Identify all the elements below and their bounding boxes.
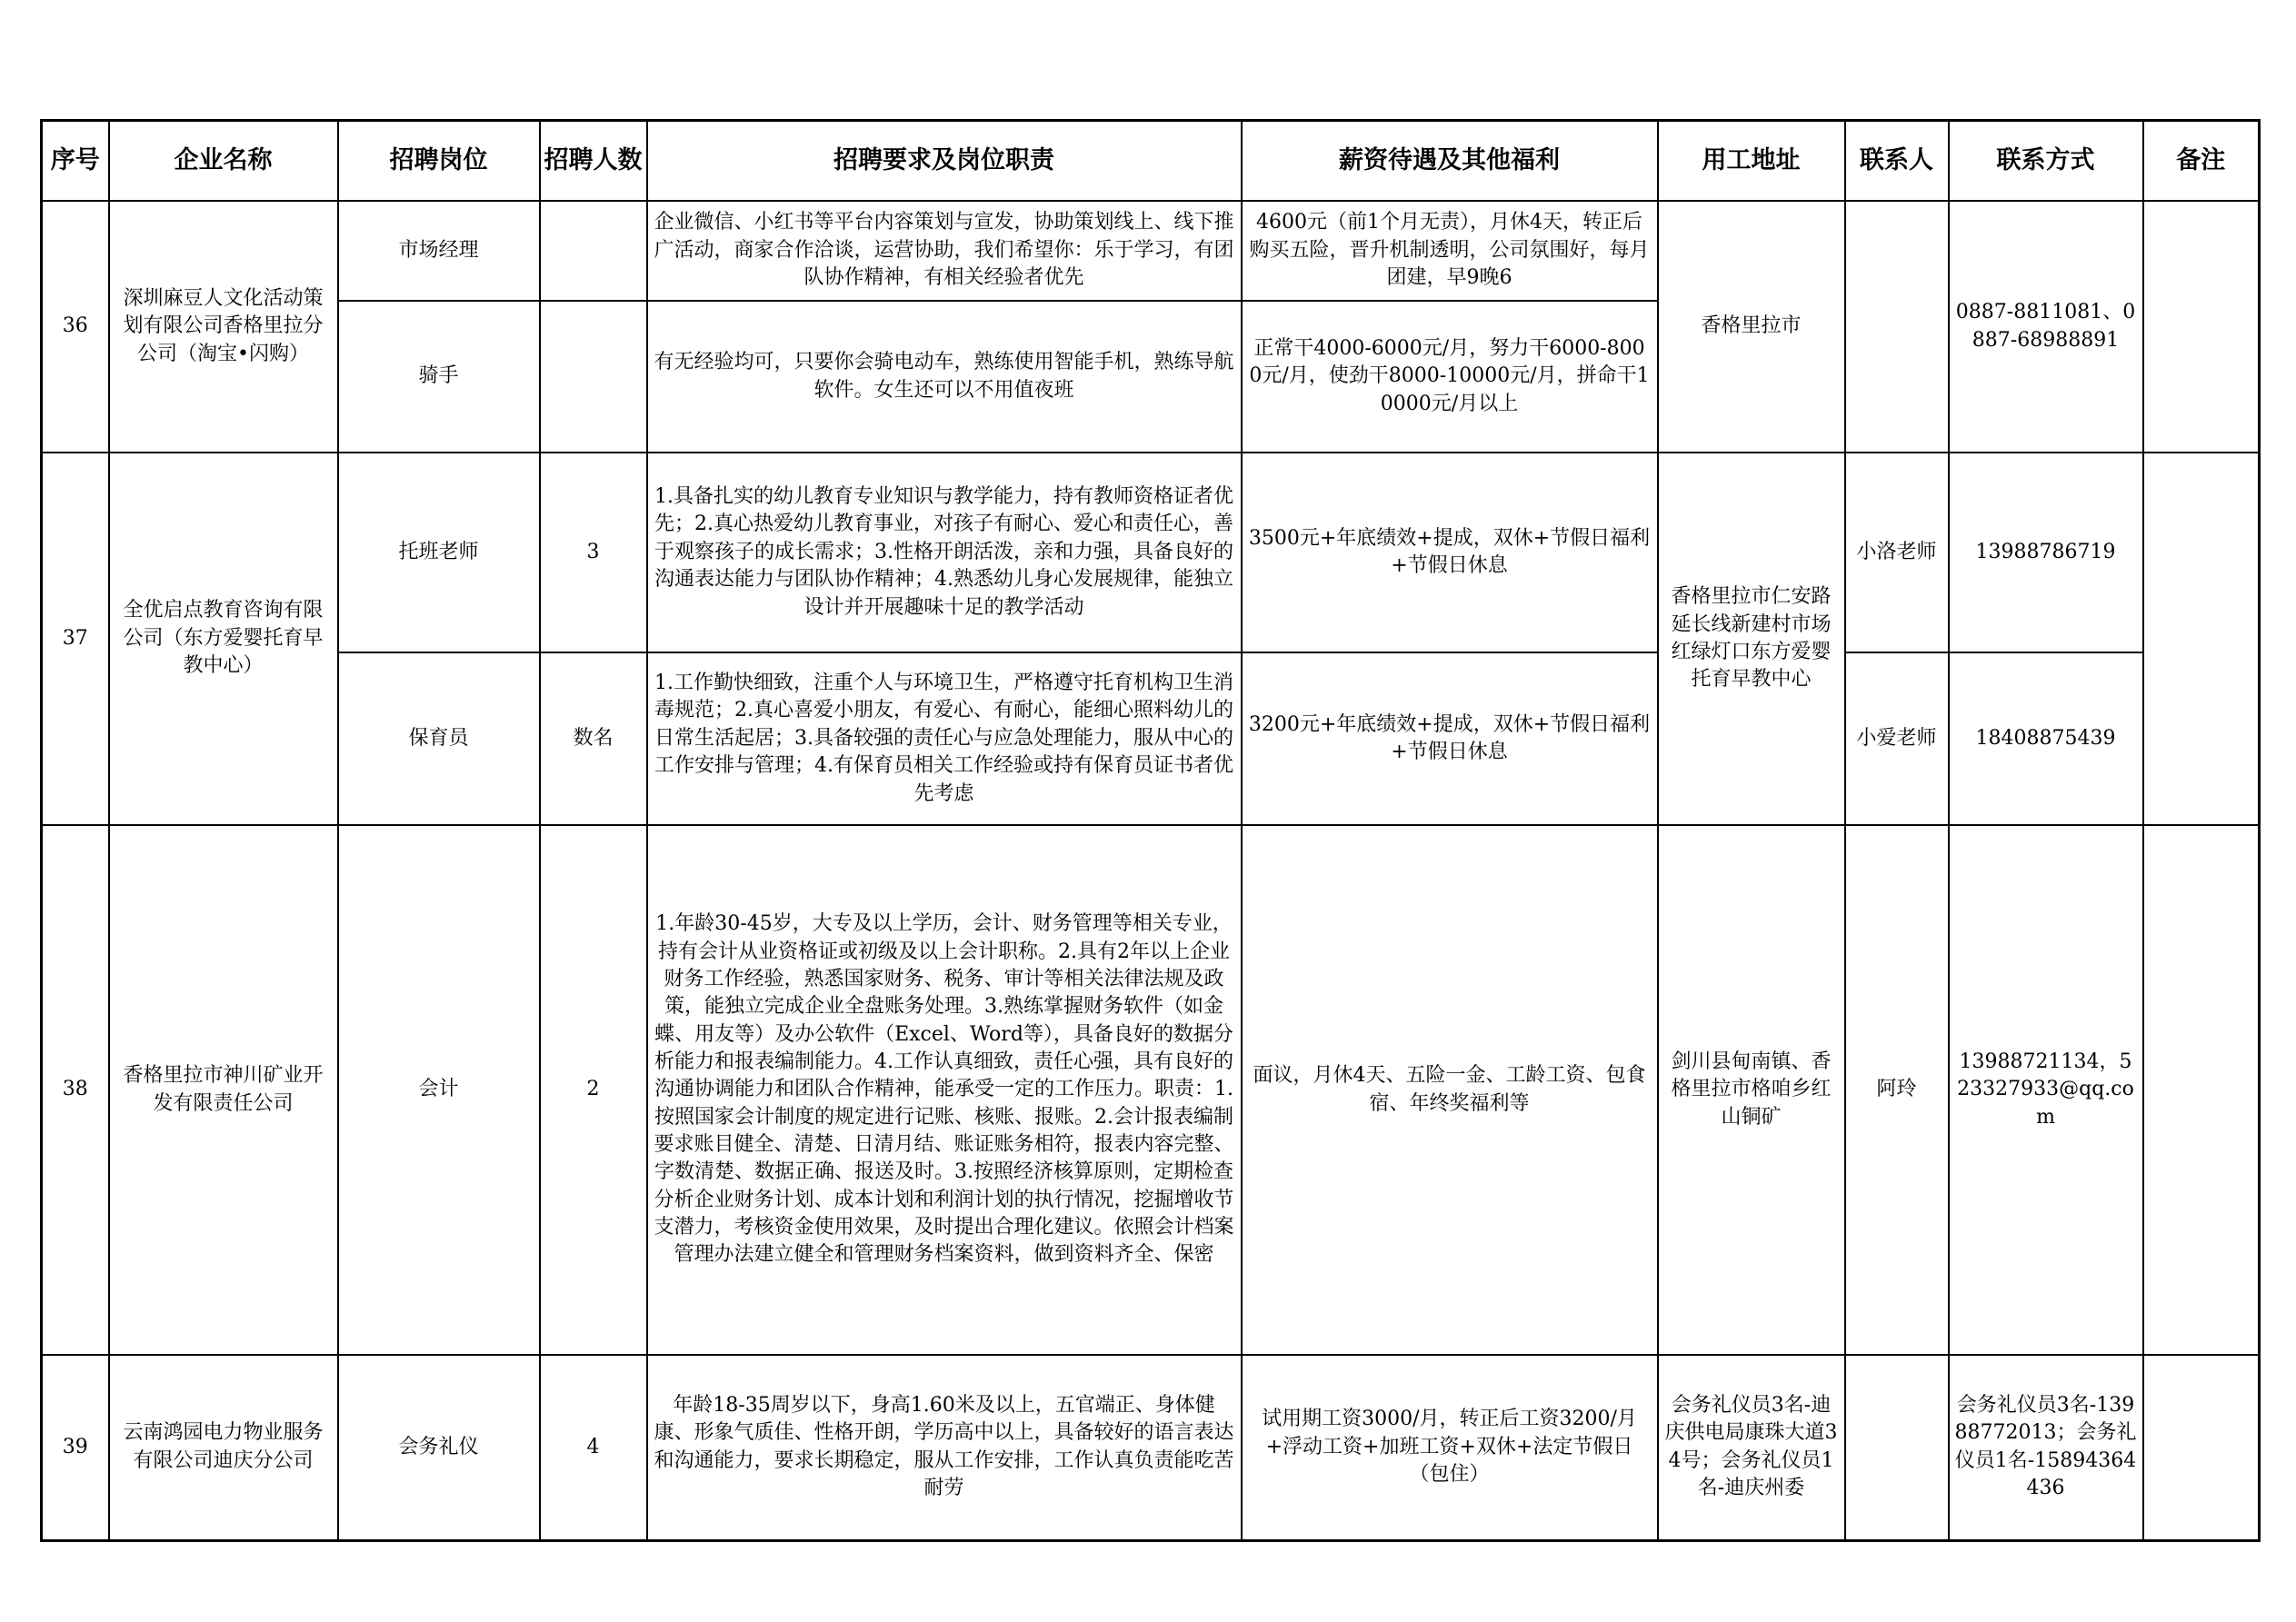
seq-cell: 36 xyxy=(42,201,109,453)
header-count: 招聘人数 xyxy=(540,121,647,202)
header-address: 用工地址 xyxy=(1658,121,1845,202)
company-cell: 云南鸿园电力物业服务有限公司迪庆分公司 xyxy=(109,1355,338,1540)
contact-person-cell: 小洛老师 xyxy=(1845,453,1949,652)
header-seq: 序号 xyxy=(42,121,109,202)
count-cell: 数名 xyxy=(540,652,647,825)
salary-cell: 3500元+年底绩效+提成，双休+节假日福利+节假日休息 xyxy=(1242,453,1658,652)
requirements-cell: 年龄18-35周岁以下，身高1.60米及以上，五官端正、身体健康、形象气质佳、性格开朗，学历高中以上，具备较好的语言表达和沟通能力，要求长期稳定，服从工作安排，工作认真负责能吃苦耐劳 xyxy=(647,1355,1242,1540)
header-salary: 薪资待遇及其他福利 xyxy=(1242,121,1658,202)
address-cell: 香格里拉市仁安路延长线新建村市场红绿灯口东方爱婴托育早教中心 xyxy=(1658,453,1845,825)
contact-info-cell: 13988721134，523327933@qq.com xyxy=(1949,825,2143,1355)
table-row xyxy=(42,201,2260,301)
address-cell: 剑川县甸南镇、香格里拉市格咱乡红山铜矿 xyxy=(1658,825,1845,1355)
requirements-cell: 1.年龄30-45岁，大专及以上学历，会计、财务管理等相关专业，持有会计从业资格证或初级及以上会计职称。2.具有2年以上企业财务工作经验，熟悉国家财务、税务、审计等相关法律法规及政策，能独立完成企业全盘账务处理。3.熟练掌握财务软件（如金蝶、用友等）及办公软件（Excel、Word等），具备良好的数据分析能力和报表编制能力。4.工作认真细致，责任心强，具有良好的沟通协调能力和团队合作精神，能承受一定的工作压力。职责：1.按照国家会计制度的规定进行记账、核账、报账。2.会计报表编制要求账目健全、清楚、日清月结、账证账务相符，报表内容完整、字数清楚、数据正确、报送及时。3.按照经济核算原则，定期检查分析企业财务计划、成本计划和利润计划的执行情况，挖掘增收节支潜力，考核资金使用效果，及时提出合理化建议。依照会计档案管理办法建立健全和管理财务档案资料，做到资料齐全、保密 xyxy=(647,825,1242,1355)
requirements-cell: 1.工作勤快细致，注重个人与环境卫生，严格遵守托育机构卫生消毒规范；2.真心喜爱小朋友，有爱心、有耐心，能细心照料幼儿的日常生活起居；3.具备较强的责任心与应急处理能力，服从中心的工作安排与管理；4.有保育员相关工作经验或持有保育员证书者优先考虑 xyxy=(647,652,1242,825)
remarks-cell xyxy=(2143,1355,2260,1540)
contact-person-cell: 阿玲 xyxy=(1845,825,1949,1355)
contact-person-cell xyxy=(1845,201,1949,453)
contact-person-cell: 小爱老师 xyxy=(1845,652,1949,825)
contact-info-cell: 18408875439 xyxy=(1949,652,2143,825)
requirements-cell: 1.具备扎实的幼儿教育专业知识与教学能力，持有教师资格证者优先；2.真心热爱幼儿教育事业，对孩子有耐心、爱心和责任心，善于观察孩子的成长需求；3.性格开朗活泼，亲和力强，具备良好的沟通表达能力与团队协作精神；4.熟悉幼儿身心发展规律，能独立设计并开展趣味十足的教学活动 xyxy=(647,453,1242,652)
seq-cell: 37 xyxy=(42,453,109,825)
salary-cell: 面议，月休4天、五险一金、工龄工资、包食宿、年终奖福利等 xyxy=(1242,825,1658,1355)
table-row xyxy=(42,453,2260,652)
position-cell: 市场经理 xyxy=(338,201,540,301)
position-cell: 保育员 xyxy=(338,652,540,825)
header-company: 企业名称 xyxy=(109,121,338,202)
requirements-cell: 有无经验均可，只要你会骑电动车，熟练使用智能手机，熟练导航软件。女生还可以不用值夜班 xyxy=(647,301,1242,453)
recruitment-table xyxy=(40,119,2261,1542)
company-cell: 香格里拉市神川矿业开发有限责任公司 xyxy=(109,825,338,1355)
header-row xyxy=(42,121,2260,202)
position-cell: 托班老师 xyxy=(338,453,540,652)
requirements-cell: 企业微信、小红书等平台内容策划与宣发，协助策划线上、线下推广活动，商家合作洽谈，运营协助，我们希望你：乐于学习，有团队协作精神，有相关经验者优先 xyxy=(647,201,1242,301)
count-cell xyxy=(540,201,647,301)
table-row xyxy=(42,652,2260,825)
count-cell: 3 xyxy=(540,453,647,652)
position-cell: 骑手 xyxy=(338,301,540,453)
address-cell: 会务礼仪员3名-迪庆供电局康珠大道34号；会务礼仪员1名-迪庆州委 xyxy=(1658,1355,1845,1540)
contact-info-cell: 0887-8811081、0887-68988891 xyxy=(1949,201,2143,453)
remarks-cell xyxy=(2143,825,2260,1355)
header-contact-info: 联系方式 xyxy=(1949,121,2143,202)
count-cell: 4 xyxy=(540,1355,647,1540)
table-row xyxy=(42,1355,2260,1540)
contact-person-cell xyxy=(1845,1355,1949,1540)
header-remarks: 备注 xyxy=(2143,121,2260,202)
contact-info-cell: 13988786719 xyxy=(1949,453,2143,652)
salary-cell: 4600元（前1个月无责），月休4天，转正后购买五险，晋升机制透明，公司氛围好，每月团建，早9晚6 xyxy=(1242,201,1658,301)
company-cell: 深圳麻豆人文化活动策划有限公司香格里拉分公司（淘宝•闪购） xyxy=(109,201,338,453)
contact-info-cell: 会务礼仪员3名-13988772013；会务礼仪员1名-15894364436 xyxy=(1949,1355,2143,1540)
count-cell xyxy=(540,301,647,453)
address-cell: 香格里拉市 xyxy=(1658,201,1845,453)
seq-cell: 38 xyxy=(42,825,109,1355)
position-cell: 会务礼仪 xyxy=(338,1355,540,1540)
remarks-cell xyxy=(2143,453,2260,825)
salary-cell: 3200元+年底绩效+提成，双休+节假日福利+节假日休息 xyxy=(1242,652,1658,825)
position-cell: 会计 xyxy=(338,825,540,1355)
salary-cell: 试用期工资3000/月，转正后工资3200/月+浮动工资+加班工资+双休+法定节假日（包住） xyxy=(1242,1355,1658,1540)
header-contact-person: 联系人 xyxy=(1845,121,1949,202)
remarks-cell xyxy=(2143,201,2260,453)
seq-cell: 39 xyxy=(42,1355,109,1540)
count-cell: 2 xyxy=(540,825,647,1355)
salary-cell: 正常干4000-6000元/月，努力干6000-8000元/月，使劲干8000-10000元/月，拼命干10000元/月以上 xyxy=(1242,301,1658,453)
header-position: 招聘岗位 xyxy=(338,121,540,202)
company-cell: 全优启点教育咨询有限公司（东方爱婴托育早教中心） xyxy=(109,453,338,825)
table-row xyxy=(42,825,2260,1355)
header-requirements: 招聘要求及岗位职责 xyxy=(647,121,1242,202)
